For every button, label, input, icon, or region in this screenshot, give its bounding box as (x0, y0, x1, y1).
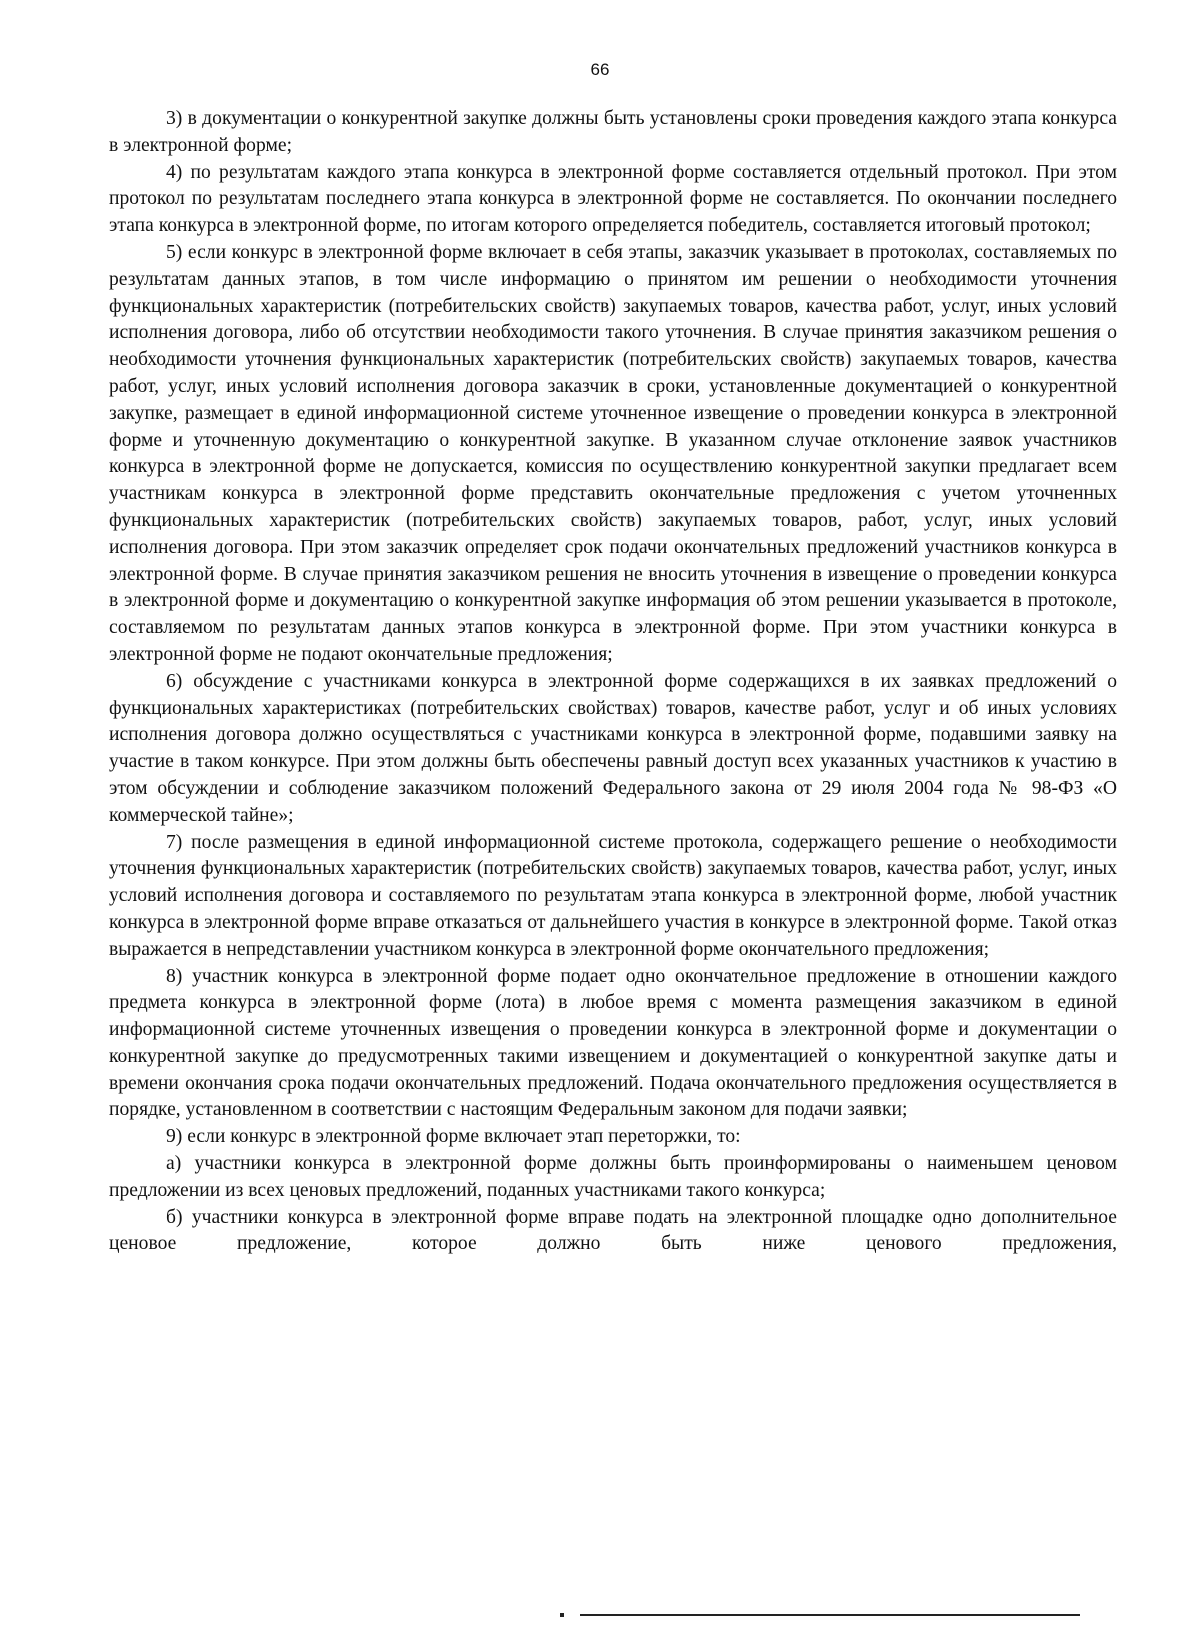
paragraph-item-5: 5) если конкурс в электронной форме включает в себя этапы, заказчик указывает в протоколах, составляемых по результатам данных этапов, в том числе информацию о принятом им решении о необходимости уточнения функциональных характеристик (потребительских свойств) закупаемых товаров, качества работ, услуг, иных условий исполнения договора, либо об отсутствии необходимости такого уточнения. В случае принятия заказчиком решения о необходимости уточнения функциональных характеристик (потребительских свойств) закупаемых товаров, качества работ, услуг, иных условий исполнения договора заказчик в сроки, установленные документацией о конкурентной закупке, размещает в единой информационной системе уточненное извещение о проведении конкурса в электронной форме и уточненную документацию о конкурентной закупке. В указанном случае отклонение заявок участников конкурса в электронной форме не допускается, комиссия по осуществлению конкурентной закупки предлагает всем участникам конкурса в электронной форме представить окончательные предложения с учетом уточненных функциональных характеристик (потребительских свойств) закупаемых товаров, работ, услуг, иных условий исполнения договора. При этом заказчик определяет срок подачи окончательных предложений участников конкурса в электронной форме. В случае принятия заказчиком решения не вносить уточнения в извещение о проведении конкурса в электронной форме и документацию о конкурентной закупке информация об этом решении указывается в протоколе, составляемом по результатам данных этапов конкурса в электронной форме. При этом участники конкурса в электронной форме не подают окончательные предложения; (109, 241, 1117, 665)
scan-artifact-line (580, 1614, 1080, 1616)
page-number: 66 (590, 60, 610, 79)
document-body (109, 106, 1117, 1258)
paragraph-item-9: 9) если конкурс в электронной форме включает этап переторжки, то: (166, 1126, 741, 1148)
paragraph-item-6: 6) обсуждение с участниками конкурса в электронной форме содержащихся в их заявках предложений о функциональных характеристиках (потребительских свойствах) товаров, качестве работ, услуг и об иных условиях исполнения договора должно осуществляться с участниками конкурса в электронной форме, подавшими заявку на участие в таком конкурсе. При этом должны быть обеспечены равный доступ всех указанных участников к участию в этом обсуждении и соблюдение заказчиком положений Федерального закона от 29 июля 2004 года № 98-ФЗ «О коммерческой тайне»; (109, 670, 1117, 826)
paragraph-subitem-b: б) участники конкурса в электронной форме вправе подать на электронной площадке одно дополнительное ценовое предложение, которое должно быть ниже ценового предложения, (109, 1206, 1117, 1255)
paragraph-item-7: 7) после размещения в единой информационной системе протокола, содержащего решение о необходимости уточнения функциональных характеристик (потребительских свойств) закупаемых товаров, качества работ, услуг, иных условий исполнения договора и составляемого по результатам этапа конкурса в электронной форме, любой участник конкурса в электронной форме вправе отказаться от дальнейшего участия в конкурсе в электронной форме. Такой отказ выражается в непредставлении участником конкурса в электронной форме окончательного предложения; (109, 831, 1117, 960)
paragraph-item-8: 8) участник конкурса в электронной форме подает одно окончательное предложение в отношении каждого предмета конкурса в электронной форме (лота) в любое время с момента размещения заказчиком в единой информационной системе уточненных извещения о проведении конкурса в электронной форме и документации о конкурентной закупке до предусмотренных такими извещением и документацией о конкурентной закупке даты и времени окончания срока подачи окончательных предложений. Подача окончательного предложения осуществляется в порядке, установленном в соответствии с настоящим Федеральным законом для подачи заявки; (109, 965, 1117, 1121)
paragraph-item-4: 4) по результатам каждого этапа конкурса в электронной форме составляется отдельный протокол. При этом протокол по результатам последнего этапа конкурса в электронной форме не составляется. По окончании последнего этапа конкурса в электронной форме, по итогам которого определяется победитель, составляется итоговый протокол; (109, 161, 1117, 237)
scan-artifact-dot (560, 1613, 564, 1617)
paragraph-subitem-a: а) участники конкурса в электронной форме должны быть проинформированы о наименьшем ценовом предложении из всех ценовых предложений, поданных участниками такого конкурса; (109, 1153, 1117, 1201)
paragraph-item-3: 3) в документации о конкурентной закупке должны быть установлены сроки проведения каждого этапа конкурса в электронной форме; (109, 108, 1117, 156)
